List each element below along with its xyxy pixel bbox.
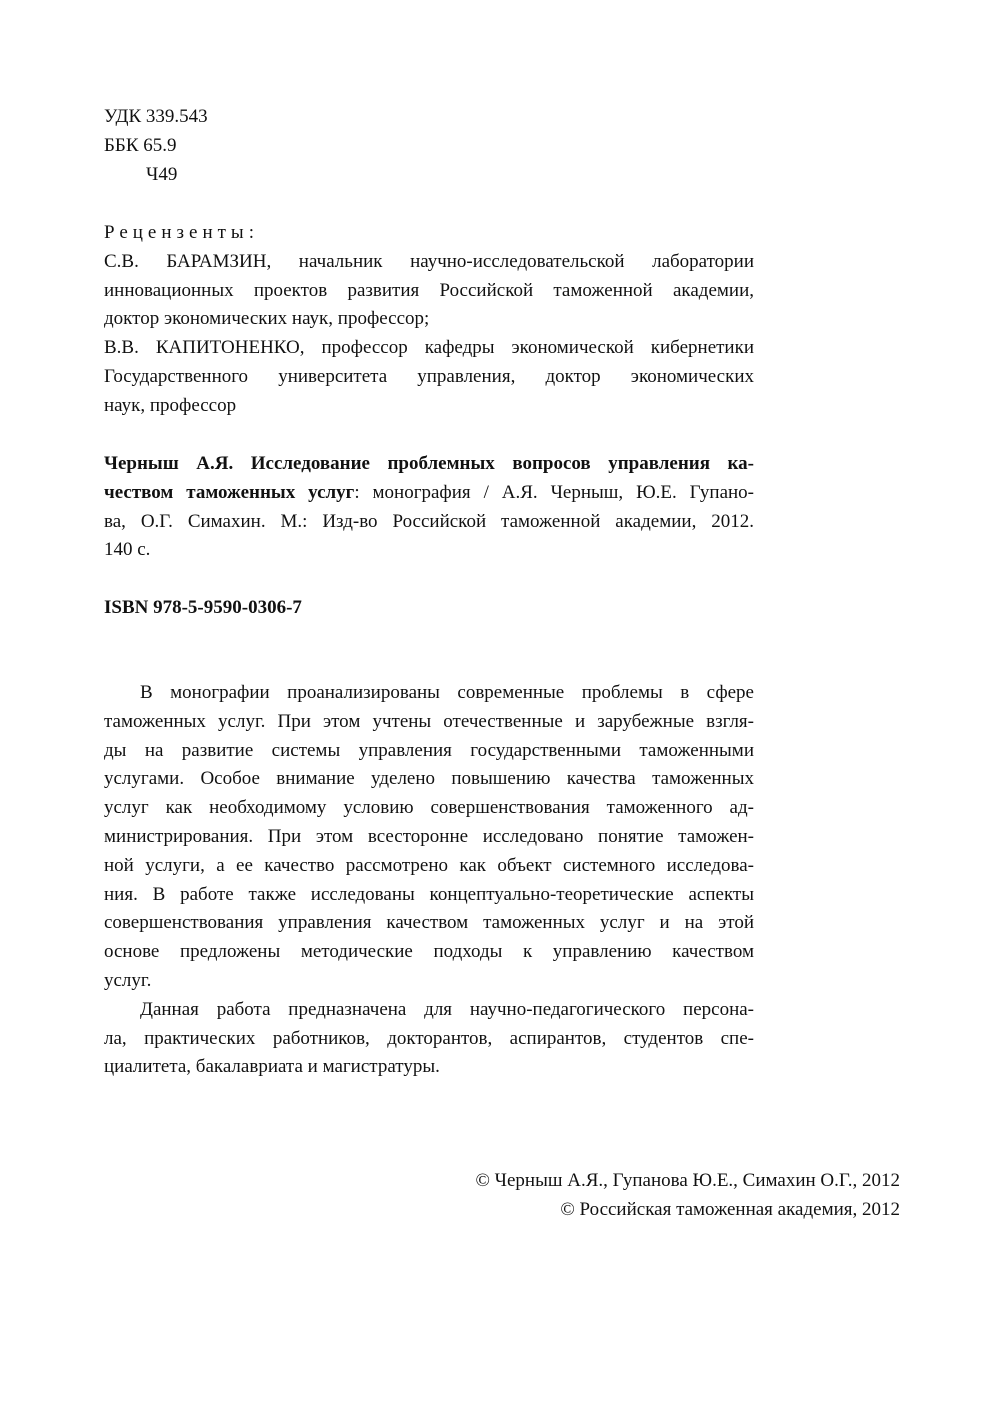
abstract-line: основе предложены методические подходы к управлению качеством	[104, 941, 754, 963]
reviewer-line: инновационных проектов развития Российской таможенной академии,	[104, 279, 754, 301]
citation-authors: : монография / А.Я. Черныш, Ю.Е. Гупано-	[354, 481, 754, 503]
reviewer-line: С.В. БАРАМЗИН, начальник научно-исследовательской лаборатории	[104, 250, 754, 272]
copyright-notice	[475, 1167, 900, 1225]
citation-title-line: Черныш А.Я. Исследование проблемных вопросов управления ка-	[104, 453, 754, 474]
abstract-line: услуг как необходимому условию совершенствования таможенного ад-	[104, 797, 754, 819]
bibliographic-citation	[104, 450, 754, 565]
citation-pages: 140 с.	[104, 539, 151, 561]
reviewer-line: В.В. КАПИТОНЕНКО, профессор кафедры экономической кибернетики	[104, 337, 754, 359]
isbn-number: ISBN 978-5-9590-0306-7	[104, 597, 302, 618]
abstract-line: услуг.	[104, 969, 152, 991]
abstract-line: министрирования. При этом всесторонне исследовано понятие таможен-	[104, 825, 754, 847]
abstract-line: услугами. Особое внимание уделено повышению качества таможенных	[104, 768, 754, 790]
abstract-line: ния. В работе также исследованы концептуально-теоретические аспекты	[104, 883, 754, 905]
abstract	[104, 679, 754, 1082]
classification-codes	[104, 103, 754, 189]
citation-line	[104, 479, 754, 508]
reviewer-line: доктор экономических наук, профессор;	[104, 308, 430, 330]
abstract-line: таможенных услуг. При этом учтены отечественные и зарубежные взгля-	[104, 710, 754, 732]
reviewers-section	[104, 219, 754, 421]
reviewer-line: наук, профессор	[104, 394, 237, 416]
udc-code: УДК 339.543	[104, 106, 208, 127]
abstract-line: ла, практических работников, докторантов, аспирантов, студентов спе-	[104, 1027, 754, 1049]
bbk-code: ББК 65.9	[104, 134, 177, 156]
author-cipher: Ч49	[146, 163, 178, 185]
citation-publisher-line: ва, О.Г. Симахин. М.: Изд-во Российской таможенной академии, 2012.	[104, 510, 754, 532]
copyright-academy: © Российская таможенная академия, 2012	[560, 1198, 900, 1220]
abstract-line: совершенствования управления качеством таможенных услуг и на этой	[104, 912, 754, 934]
copyright-authors: © Черныш А.Я., Гупанова Ю.Е., Симахин О.Г., 2012	[475, 1170, 900, 1191]
abstract-line: ной услуги, а ее качество рассмотрено как объект системного исследова-	[104, 854, 754, 876]
abstract-line: ды на развитие системы управления государственными таможенными	[104, 739, 754, 761]
abstract-line: В монографии проанализированы современные проблемы в сфере	[140, 682, 754, 703]
reviewers-heading: Рецензенты:	[104, 222, 259, 243]
abstract-line: Данная работа предназначена для научно-педагогического персона-	[140, 998, 754, 1020]
reviewer-line: Государственного университета управления, доктор экономических	[104, 365, 754, 387]
citation-title-end: чеством таможенных услуг	[104, 481, 355, 503]
isbn	[104, 594, 754, 623]
abstract-line: циалитета, бакалавриата и магистратуры.	[104, 1056, 440, 1078]
